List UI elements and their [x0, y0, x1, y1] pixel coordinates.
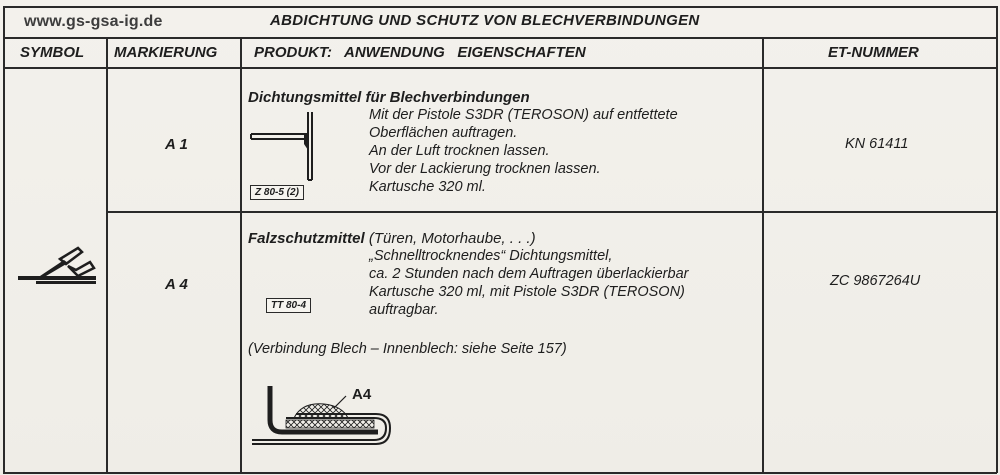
row-a4-line-4: auftragbar.: [369, 302, 439, 318]
table-left-border: [3, 6, 5, 473]
document-title: ABDICHTUNG UND SCHUTZ VON BLECHVERBINDUNGEN: [270, 12, 700, 29]
row-a1-product-name: Dichtungsmittel für Blechverbindungen: [248, 89, 530, 106]
row-a1-markierung: A 1: [165, 136, 188, 153]
row-a1-line-5: Kartusche 320 ml.: [369, 179, 486, 195]
row-a4-diagram-label: A4: [352, 386, 372, 403]
hem-flange-sealing-diagram: [246, 380, 396, 450]
row-a4-figure-ref: TT 80-4: [266, 298, 311, 313]
col-divider-markierung: [240, 37, 242, 473]
col-divider-symbol: [106, 37, 108, 473]
header-markierung: MARKIERUNG: [114, 44, 218, 61]
sealant-gun-on-panel-icon: [16, 246, 100, 290]
row-a4-product-heading: [248, 230, 536, 247]
col-divider-produkt: [762, 37, 764, 473]
row-a4-product-name: Falzschutzmittel: [248, 230, 365, 247]
header-produkt: PRODUKT: ANWENDUNG EIGENSCHAFTEN: [254, 44, 586, 61]
title-row-divider: [3, 37, 997, 39]
row-a1-figure-ref: Z 80-5 (2): [250, 185, 304, 200]
row-a4-line-1: „Schnelltrocknendes“ Dichtungsmittel,: [369, 248, 613, 264]
row-a1-line-4: Vor der Lackierung trocknen lassen.: [369, 161, 601, 177]
row-a4-markierung: A 4: [165, 276, 188, 293]
table-right-border: [996, 6, 998, 473]
row-a4-product-note: (Türen, Motorhaube, . . .): [364, 230, 536, 247]
row-a4-reference-note: (Verbindung Blech – Innenblech: siehe Seite 157): [248, 341, 567, 357]
row-a4-line-2: ca. 2 Stunden nach dem Auftragen überlackierbar: [369, 266, 689, 282]
row-a1-line-3: An der Luft trocknen lassen.: [369, 143, 550, 159]
panel-joint-sealing-diagram: [250, 110, 320, 182]
row-a1-line-1: Mit der Pistole S3DR (TEROSON) auf entfettete: [369, 107, 678, 123]
row-a4-et-nummer: ZC 9867264U: [830, 273, 921, 289]
website-url[interactable]: www.gs-gsa-ig.de: [24, 13, 163, 30]
header-et-nummer: ET-NUMMER: [828, 44, 919, 61]
table-bottom-border: [3, 472, 997, 474]
table-top-border: [3, 6, 997, 8]
header-row-divider: [3, 67, 997, 69]
header-symbol: SYMBOL: [20, 44, 85, 61]
row-a4-line-3: Kartusche 320 ml, mit Pistole S3DR (TEROSON): [369, 284, 685, 300]
row-a1-et-nummer: KN 61411: [845, 136, 909, 152]
row-a1-line-2: Oberflächen auftragen.: [369, 125, 518, 141]
